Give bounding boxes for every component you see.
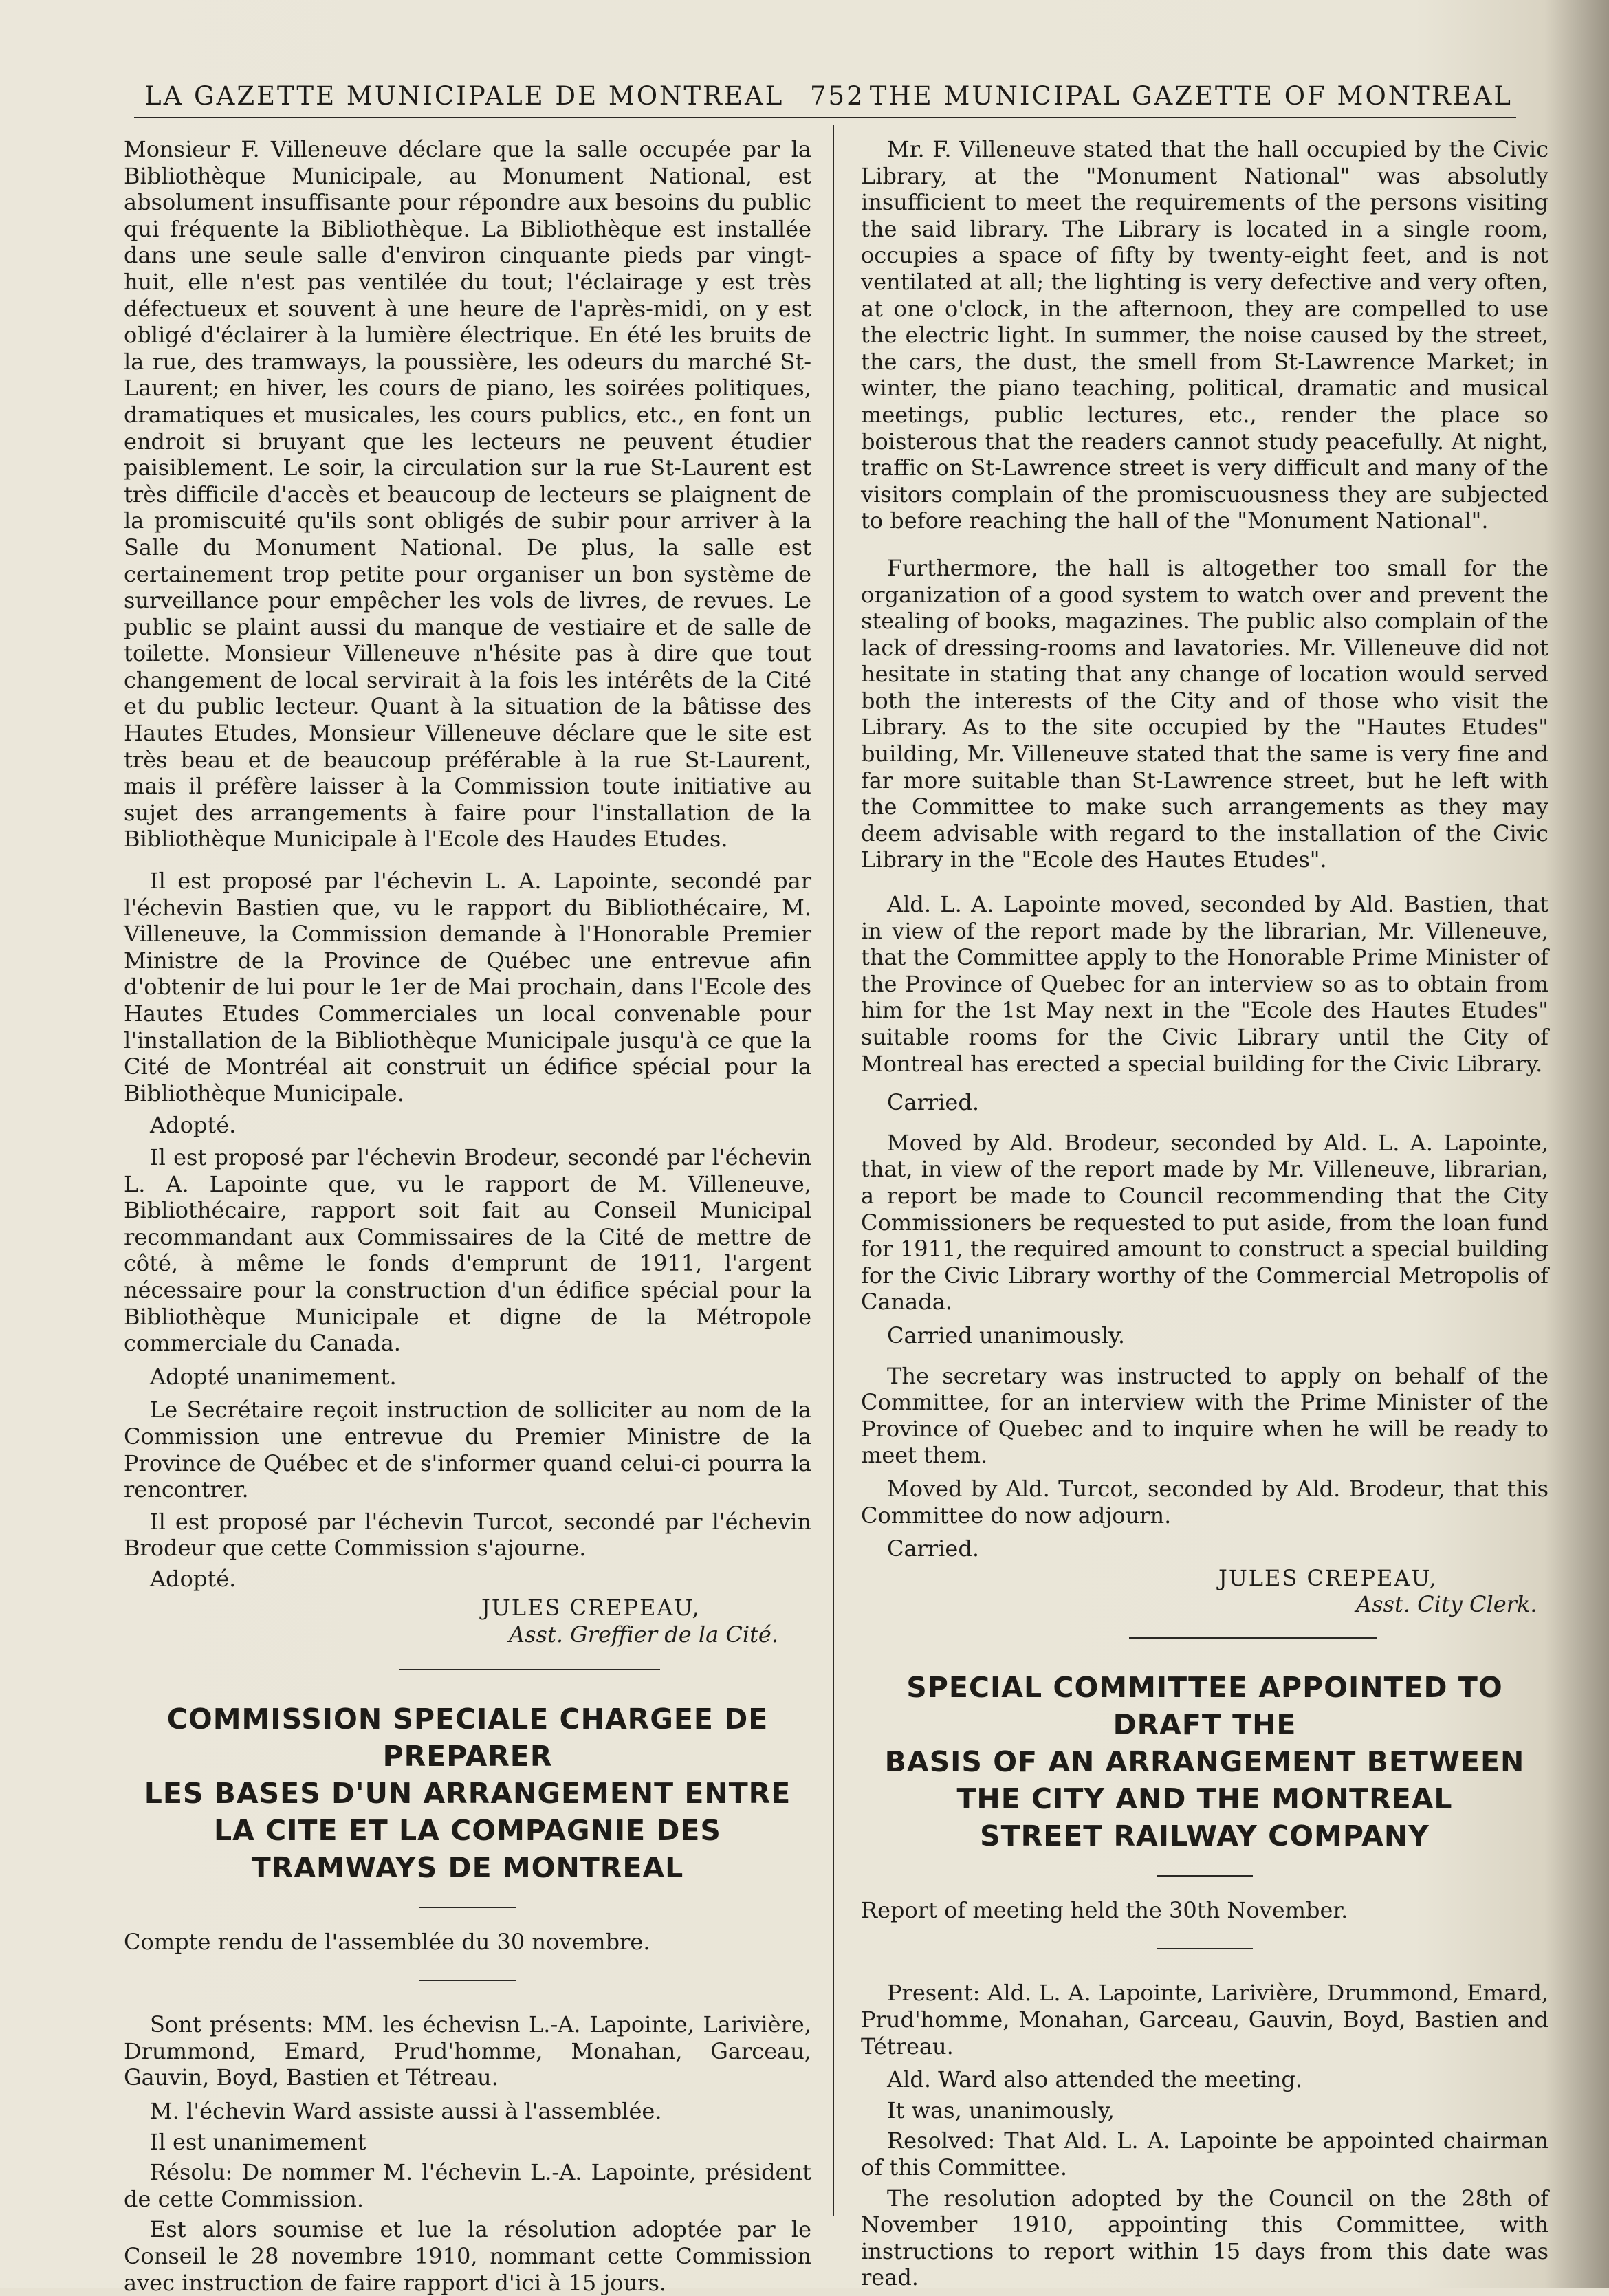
page-number: 752 bbox=[810, 81, 865, 111]
paragraph: M. l'échevin Ward assiste aussi à l'assemblée. bbox=[150, 2098, 662, 2125]
paragraph: Ald. Ward also attended the meeting. bbox=[887, 2066, 1303, 2093]
section-heading bbox=[861, 1669, 1548, 1855]
heading-line: THE CITY AND THE MONTREAL bbox=[956, 1782, 1453, 1815]
heading-line: STREET RAILWAY COMPANY bbox=[980, 1819, 1430, 1852]
section-rule bbox=[399, 1669, 660, 1670]
paragraph: Il est unanimement bbox=[150, 2128, 366, 2155]
paragraph: Résolu: De nommer M. l'échevin L.-A. Lapointe, président de cette Commission. bbox=[124, 2159, 811, 2212]
heading-line: COMMISSION SPECIALE CHARGEE DE PREPARER bbox=[166, 1702, 769, 1773]
heading-line: SPECIAL COMMITTEE APPOINTED TO DRAFT THE bbox=[906, 1670, 1503, 1741]
paragraph: Carried. bbox=[887, 1089, 979, 1116]
signature-name: JULES CREPEAU, bbox=[481, 1595, 701, 1621]
paragraph: The resolution adopted by the Council on the 28th of November 1910, appointing this Committee, with instructions to report within 15 days from this date was read. bbox=[861, 2185, 1548, 2291]
signature-block bbox=[861, 1565, 1548, 1618]
paragraph: Carried unanimously. bbox=[887, 1322, 1125, 1348]
right-column bbox=[861, 136, 1548, 2291]
paragraph: Moved by Ald. Turcot, seconded by Ald. Brodeur, that this Committee do now adjourn. bbox=[861, 1475, 1548, 1529]
paragraph: Mr. F. Villeneuve stated that the hall occupied by the Civic Library, at the "Monument National" was absolutly insufficient to meet the requirements of the persons visiting the said library. The Library is located in a single room, occupies a space of fifty by twenty-eight feet, and is not ventilated at all; the lighting is very defective and very often, at one o'clock, in the afternoon, they are compelled to use the electric light. In summer, the noise caused by the street, the cars, the dust, the smell from St-Lawrence Market; in winter, the piano teaching, political, dramatic and musical meetings, public lectures, etc., render the place so boisterous that the readers cannot study peacefully. At night, traffic on St-Lawrence street is very difficult and many of the visitors complain of the promiscuousness they are subjected to before reaching the hall of the "Monument National". bbox=[861, 136, 1548, 534]
paragraph: Ald. L. A. Lapointe moved, seconded by Ald. Bastien, that in view of the report made by the librarian, Mr. Villeneuve, that the Committee apply to the Honorable Prime Minister of the Province of Quebec for an interview so as to obtain from him for the 1st May next in the "Ecole des Hautes Etudes" suitable rooms for the Civic Library until the City of Montreal has erected a special building for the Civic Library. bbox=[861, 891, 1548, 1077]
meeting-subheading: Compte rendu de l'assemblée du 30 novembre. bbox=[124, 1928, 650, 1955]
paragraph: Il est proposé par l'échevin L. A. Lapointe, secondé par l'échevin Bastien que, vu le rapport du Bibliothécaire, M. Villeneuve, la Commission demande à l'Honorable Premier Ministre de la Province de Québec une entrevue afin d'obtenir de lui pour le 1er de Mai prochain, dans l'Ecole des Hautes Etudes Commerciales un local convenable pour l'installation de la Bibliothèque Municipale jusqu'à ce que la Cité de Montréal ait construit un édifice spécial pour la Bibliothèque Municipale. bbox=[124, 868, 811, 1106]
heading-line: TRAMWAYS DE MONTREAL bbox=[251, 1850, 684, 1884]
paragraph: Il est proposé par l'échevin Turcot, secondé par l'échevin Brodeur que cette Commission s'ajourne. bbox=[124, 1508, 811, 1562]
paragraph: It was, unanimously, bbox=[887, 2097, 1115, 2123]
page-header bbox=[144, 81, 1513, 120]
signature-block bbox=[124, 1595, 811, 1648]
paragraph: Resolved: That Ald. L. A. Lapointe be appointed chairman of this Committee. bbox=[861, 2128, 1548, 2181]
signature-title: Asst. Greffier de la Cité. bbox=[509, 1621, 779, 1648]
paragraph: Present: Ald. L. A. Lapointe, Larivière, Drummond, Emard, Prud'homme, Monahan, Garceau, Gauvin, Boyd, Bastien and Tétreau. bbox=[861, 1980, 1548, 2059]
left-column bbox=[124, 136, 811, 2296]
subheading-rule bbox=[1157, 1948, 1253, 1949]
paragraph: Furthermore, the hall is altogether too small for the organization of a good system to watch over and prevent the stealing of books, magazines. The public also complain of the lack of dressing-rooms and lavatories. Mr. Villeneuve did not hesitate in stating that any change of location would served both the interests of the City and of those who visit the Library. As to the site occupied by the "Hautes Etudes" building, Mr. Villeneuve stated that the same is very fine and far more suitable than St-Lawrence street, but he left with the Committee to make such arrangements as they may deem advisable with regard to the installation of the Civic Library in the "Ecole des Hautes Etudes". bbox=[861, 554, 1548, 873]
paragraph: Adopté unanimement. bbox=[150, 1363, 397, 1390]
paragraph: Le Secrétaire reçoit instruction de solliciter au nom de la Commission une entrevue du Premier Ministre de la Province de Québec et de s'informer quand celui-ci pourra la rencontrer. bbox=[124, 1397, 811, 1503]
heading-line: BASIS OF AN ARRANGEMENT BETWEEN bbox=[884, 1745, 1525, 1778]
section-heading bbox=[124, 1701, 811, 1886]
paragraph: Adopté. bbox=[150, 1565, 237, 1592]
heading-rule bbox=[1157, 1875, 1253, 1877]
paragraph: Il est proposé par l'échevin Brodeur, secondé par l'échevin L. A. Lapointe que, vu le rapport de M. Villeneuve, Bibliothécaire, rapport soit fait au Conseil Municipal recommandant aux Commissaires de la Cité de mettre de côté, à même le fonds d'emprunt de 1911, l'argent nécessaire pour la construction d'un édifice spécial pour la Bibliothèque Municipale et digne de la Métropole commerciale du Canada. bbox=[124, 1144, 811, 1357]
paragraph: Sont présents: MM. les échevisn L.-A. Lapointe, Larivière, Drummond, Emard, Prud'homme, Monahan, Garceau, Gauvin, Boyd, Bastien et Tétreau. bbox=[124, 2011, 811, 2091]
header-rule bbox=[134, 117, 1516, 118]
section-rule bbox=[1129, 1637, 1377, 1639]
header-right-title: THE MUNICIPAL GAZETTE OF MONTREAL bbox=[869, 81, 1513, 111]
paragraph: The secretary was instructed to apply on behalf of the Committee, for an interview with the Prime Minister of the Province of Quebec and to inquire when he will be ready to meet them. bbox=[861, 1362, 1548, 1469]
header-left-title: LA GAZETTE MUNICIPALE DE MONTREAL bbox=[144, 81, 785, 111]
heading-line: LA CITE ET LA COMPAGNIE DES bbox=[214, 1813, 721, 1847]
column-divider bbox=[833, 125, 834, 2216]
paragraph: Adopté. bbox=[150, 1112, 237, 1139]
paragraph: Est alors soumise et lue la résolution adoptée par le Conseil le 28 novembre 1910, nommant cette Commission avec instruction de faire rapport d'ici à 15 jours. bbox=[124, 2216, 811, 2296]
paragraph: Monsieur F. Villeneuve déclare que la salle occupée par la Bibliothèque Municipale, au Monument National, est absolument insuffisante pour répondre aux besoins du public qui fréquente la Bibliothèque. La Bibliothèque est installée dans une seule salle d'environ cinquante pieds par vingt-huit, elle n'est pas ventilée du tout; l'éclairage y est très défectueux et souvent à une heure de l'après-midi, on y est obligé d'éclairer à la lumière électrique. En été les bruits de la rue, des tramways, la poussière, les odeurs du marché St-Laurent; en hiver, les cours de piano, les soirées politiques, dramatiques et musicales, les cours publics, etc., en font un endroit si bruyant que les lecteurs ne peuvent étudier paisiblement. Le soir, la circulation sur la rue St-Laurent est très difficile d'accès et beaucoup de lecteurs se plaignent de la promiscuité qu'ils sont obligés de subir pour arriver à la Salle du Monument National. De plus, la salle est certainement trop petite pour organiser un bon système de surveillance pour empêcher les vols de livres, de revues. Le public se plaint aussi du manque de vestiaire et de salle de toilette. Monsieur Villeneuve n'hésite pas à dire que tout changement de local servirait à la fois les intérêts de la Cité et du public lecteur. Quant à la situation de la bâtisse des Hautes Etudes, Monsieur Villeneuve déclare que le site est très beau et de beaucoup préférable à la rue St-Laurent, mais il préfère laisser à la Commission toute initiative au sujet des arrangements à faire pour l'installation de la Bibliothèque Municipale à l'Ecole des Haudes Etudes. bbox=[124, 136, 811, 853]
subheading-rule bbox=[419, 1980, 516, 1981]
paragraph: Carried. bbox=[887, 1535, 979, 1562]
signature-name: JULES CREPEAU, bbox=[1218, 1564, 1438, 1591]
signature-title: Asst. City Clerk. bbox=[1356, 1591, 1537, 1618]
heading-rule bbox=[419, 1907, 516, 1908]
paragraph: Moved by Ald. Brodeur, seconded by Ald. L. A. Lapointe, that, in view of the report made by Mr. Villeneuve, librarian, a report be made to Council recommending that the City Commissioners be requested to put aside, from the loan fund for 1911, the required amount to construct a special building for the Civic Library worthy of the Commercial Metropolis of Canada. bbox=[861, 1129, 1548, 1315]
meeting-subheading: Report of meeting held the 30th November. bbox=[861, 1896, 1348, 1923]
heading-line: LES BASES D'UN ARRANGEMENT ENTRE bbox=[144, 1776, 791, 1810]
